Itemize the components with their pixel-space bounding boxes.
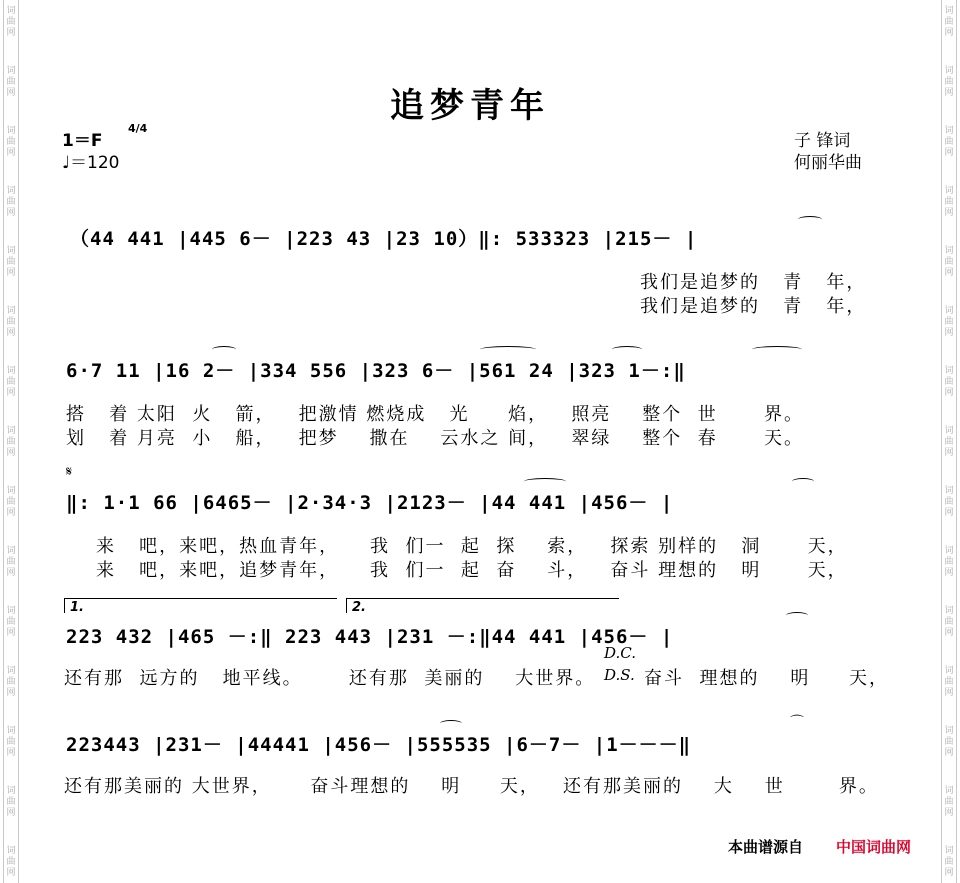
watermark: 词曲网: [944, 246, 954, 278]
watermark: 词曲网: [944, 846, 954, 878]
song-title: 追梦青年: [390, 86, 550, 126]
second-ending-bracket: [346, 598, 619, 613]
watermark: 词曲网: [6, 186, 16, 218]
segno-sign: 𝄋: [66, 464, 73, 480]
slur-mark: [612, 346, 642, 353]
slur-mark: [752, 346, 802, 353]
watermark: 词曲网: [6, 846, 16, 878]
watermark: 词曲网: [944, 546, 954, 578]
watermark: 词曲网: [944, 186, 954, 218]
stave-3-notes: ‖: 1·1 66 |6465－ |2·34·3 |2123－ |44 441 |456－ |: [66, 492, 674, 514]
source-credit-site: 中国词曲网: [836, 838, 912, 856]
watermark: 词曲网: [944, 606, 954, 638]
watermark: 词曲网: [6, 366, 16, 398]
slur-mark: [480, 346, 536, 353]
watermark: 词曲网: [6, 786, 16, 818]
watermark: 词曲网: [6, 306, 16, 338]
stave-1-notes: （44 441 |445 6－ |223 43 |23 10）‖: 533323 |215－ |: [70, 228, 698, 250]
first-ending-bracket: [64, 598, 337, 613]
fermata-mark: ⌒: [790, 715, 804, 731]
stave-4-notes: 223 432 |465 －:‖ 223 443 |231 －:‖44 441 |456－ |: [66, 626, 674, 648]
time-signature: 4/4: [128, 122, 148, 135]
stave-5-notes: 223443 |231－ |44441 |456－ |555535 |6－7－ |1－－－‖: [66, 734, 692, 756]
watermark: 词曲网: [6, 126, 16, 158]
second-ending-number: 2.: [352, 600, 366, 615]
stave-1-lyrics-verse-2: 我们是追梦的 青 年，: [640, 296, 867, 317]
slur-mark: [440, 720, 462, 727]
stave-2-lyrics-verse-2: 划 着 月亮 小 船， 把梦 撒在 云水之 间， 翠绿 整个 春 天。: [66, 428, 804, 449]
watermark: 词曲网: [6, 486, 16, 518]
watermark: 词曲网: [944, 366, 954, 398]
watermark: 词曲网: [944, 786, 954, 818]
watermark: 词曲网: [6, 726, 16, 758]
watermark: 词曲网: [944, 6, 954, 38]
stave-3-lyrics-verse-2: 来 吧，来吧，追梦青年， 我 们一 起 奋 斗， 奋斗 理想的 明 天，: [96, 560, 848, 581]
watermark: 词曲网: [6, 66, 16, 98]
lyricist-credit: 子 锋词: [794, 131, 851, 151]
slur-mark: [798, 216, 822, 223]
watermark: 词曲网: [6, 546, 16, 578]
composer-credit: 何丽华曲: [794, 153, 862, 173]
watermark: 词曲网: [6, 666, 16, 698]
key-signature: 1＝F: [62, 131, 103, 151]
watermark: 词曲网: [6, 606, 16, 638]
watermark: 词曲网: [944, 126, 954, 158]
stave-1-lyrics-verse-1: 我们是追梦的 青 年，: [640, 272, 867, 293]
stave-2-lyrics-verse-1: 搭 着 太阳 火 箭， 把激情 燃烧成 光 焰， 照亮 整个 世 界。: [66, 404, 804, 425]
stave-3-lyrics-verse-1: 来 吧，来吧，热血青年， 我 们一 起 探 索， 探索 别样的 洞 天，: [96, 536, 848, 557]
watermark: 词曲网: [944, 66, 954, 98]
stave-2-notes: 6·7 11 |16 2－ |334 556 |323 6－ |561 24 |323 1－:‖: [66, 360, 686, 382]
stave-4-lyrics: 还有那 远方的 地平线。 还有那 美丽的 大世界。: [64, 668, 596, 689]
source-credit-label: 本曲谱源自: [728, 838, 804, 856]
watermark: 词曲网: [6, 246, 16, 278]
watermark: 词曲网: [944, 726, 954, 758]
stave-5-lyrics: 还有那美丽的 大世界， 奋斗理想的 明 天， 还有那美丽的 大 世 界。: [64, 776, 879, 797]
stave-4-lyrics-continued: 奋斗 理想的 明 天，: [644, 668, 889, 689]
slur-mark: [212, 346, 236, 353]
watermark: 词曲网: [6, 6, 16, 38]
watermark: 词曲网: [944, 486, 954, 518]
slur-mark: [792, 478, 814, 485]
watermark: 词曲网: [944, 306, 954, 338]
dal-segno-marking: D.S.: [604, 666, 635, 684]
slur-mark: [524, 478, 566, 485]
watermark: 词曲网: [6, 426, 16, 458]
watermark: 词曲网: [944, 666, 954, 698]
slur-mark: [786, 612, 808, 619]
da-capo-marking: D.C.: [604, 644, 636, 662]
watermark: 词曲网: [944, 426, 954, 458]
first-ending-number: 1.: [70, 600, 84, 615]
tempo-marking: ♩＝120: [62, 153, 120, 173]
